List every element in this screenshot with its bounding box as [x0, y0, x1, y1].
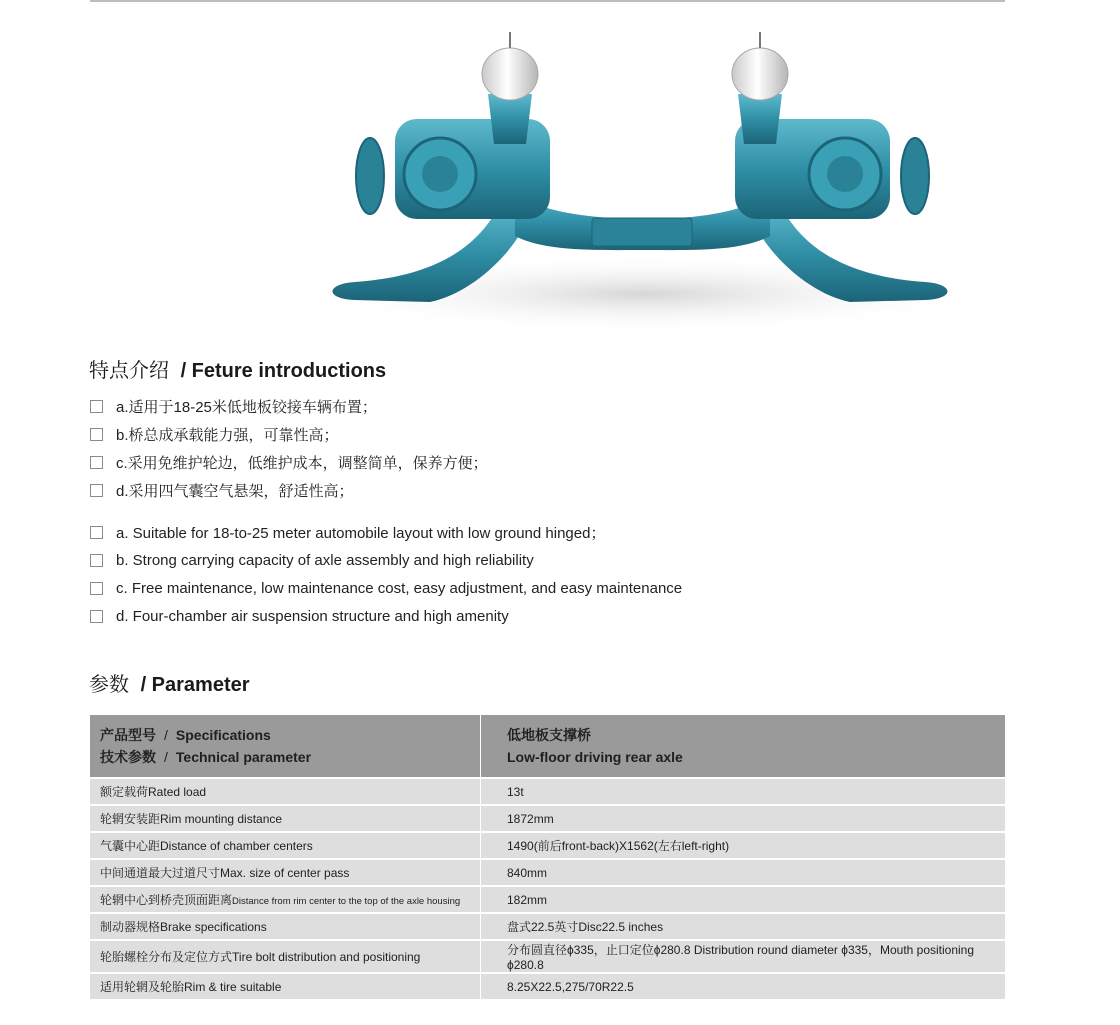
- feature-text: b. Strong carrying capacity of axle assembly and high reliability: [116, 551, 534, 569]
- param-value: 1872mm: [481, 805, 1006, 832]
- features-heading: [89, 354, 386, 383]
- checkbox-icon: [90, 484, 103, 497]
- param-name: 适用轮辋及轮胎Rim & tire suitable: [90, 973, 481, 999]
- features-title-cn: 特点介绍: [89, 360, 169, 382]
- checkbox-icon: [90, 582, 103, 595]
- checkbox-icon: [90, 526, 103, 539]
- table-row: [90, 973, 1005, 999]
- param-name: 轮胎螺栓分布及定位方式Tire bolt distribution and positioning: [90, 940, 481, 973]
- list-item: [89, 574, 989, 602]
- feature-text: b.桥总成承载能力强，可靠性高；: [116, 426, 339, 444]
- table-row: [90, 805, 1005, 832]
- feature-text: a.适用于18-25米低地板铰接车辆布置；: [116, 398, 377, 416]
- list-item: [89, 448, 989, 476]
- parameter-table: [90, 715, 1005, 999]
- feature-text: d.采用四气囊空气悬架，舒适性高；: [116, 482, 354, 500]
- feature-text: c. Free maintenance, low maintenance cost, easy adjustment, and easy maintenance: [116, 579, 683, 597]
- model-name-cn: 低地板支撑桥: [507, 727, 591, 743]
- list-item: [89, 392, 989, 420]
- top-divider: [90, 0, 1005, 2]
- param-name: 轮辋中心到桥壳顶面距离Distance from rim center to the top of the axle housing: [90, 886, 481, 913]
- param-value: 8.25X22.5,275/70R22.5: [481, 973, 1006, 999]
- parameter-heading: [89, 668, 250, 697]
- table-header-row: [90, 715, 1005, 778]
- list-item: [89, 518, 989, 546]
- feature-text: a. Suitable for 18-to-25 meter automobile layout with low ground hinged；: [116, 524, 606, 542]
- list-item: [89, 546, 989, 574]
- checkbox-icon: [90, 456, 103, 469]
- param-value: 840mm: [481, 859, 1006, 886]
- parameter-title-en: / Parameter: [140, 674, 250, 696]
- header-left-cell: 产品型号 / Specifications 技术参数 / Technical parameter: [90, 715, 481, 778]
- parameter-title-cn: 参数: [89, 674, 129, 696]
- spec-label-en: Specifications: [175, 727, 271, 743]
- list-item: [89, 476, 989, 504]
- features-list-cn: [89, 392, 989, 504]
- param-value: 1490(前后front-back)X1562(左右left-right): [481, 832, 1006, 859]
- list-item: [89, 420, 989, 448]
- feature-text: c.采用免维护轮边，低维护成本，调整简单，保养方便；: [116, 454, 488, 472]
- features-title-en: / Feture introductions: [180, 360, 387, 382]
- param-name: 制动器规格Brake specifications: [90, 913, 481, 940]
- checkbox-icon: [90, 554, 103, 567]
- param-name: 气囊中心距Distance of chamber centers: [90, 832, 481, 859]
- checkbox-icon: [90, 400, 103, 413]
- param-value: 分布圆直径ϕ335，止口定位ϕ280.8 Distribution round diameter ϕ335，Mouth positioning ϕ280.8: [481, 940, 1006, 973]
- param-name: 中间通道最大过道尺寸Max. size of center pass: [90, 859, 481, 886]
- table-row: [90, 940, 1005, 973]
- tech-label-cn: 技术参数: [100, 749, 156, 765]
- axle-product-image: [300, 14, 1020, 344]
- param-name: 额定载荷Rated load: [90, 778, 481, 805]
- header-right-cell: [481, 715, 1006, 778]
- checkbox-icon: [90, 610, 103, 623]
- table-row: [90, 913, 1005, 940]
- param-value: 13t: [481, 778, 1006, 805]
- table-row: [90, 886, 1005, 913]
- table-row: [90, 778, 1005, 805]
- tech-label-en: Technical parameter: [175, 749, 312, 765]
- model-name-en: Low-floor driving rear axle: [507, 749, 683, 765]
- spec-label-cn: 产品型号: [100, 727, 156, 743]
- features-list-en: [89, 518, 989, 630]
- table-row: [90, 859, 1005, 886]
- table-row: [90, 832, 1005, 859]
- feature-text: d. Four-chamber air suspension structure and high amenity: [116, 607, 509, 625]
- param-name: 轮辋安装距Rim mounting distance: [90, 805, 481, 832]
- param-value: 盘式22.5英寸Disc22.5 inches: [481, 913, 1006, 940]
- features-section: [89, 392, 989, 630]
- checkbox-icon: [90, 428, 103, 441]
- param-value: 182mm: [481, 886, 1006, 913]
- list-item: [89, 602, 989, 630]
